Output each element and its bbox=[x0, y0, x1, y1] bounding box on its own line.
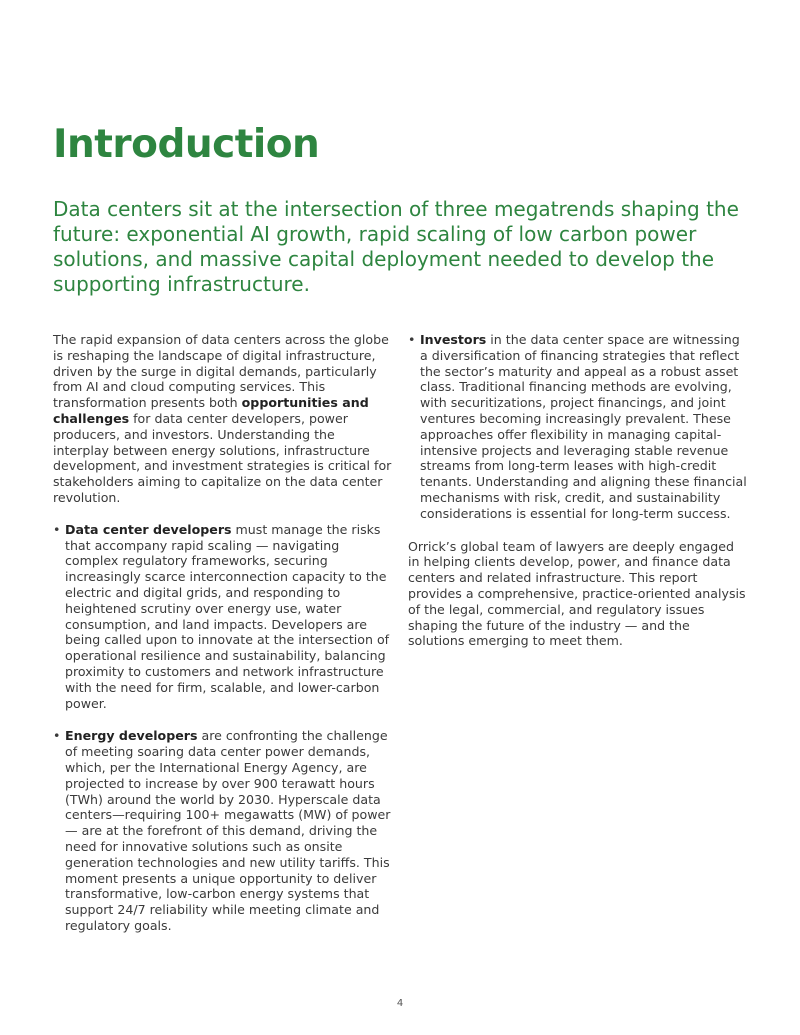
bullet-lead: Investors bbox=[420, 332, 487, 347]
list-item bbox=[408, 332, 748, 522]
bullet-text: in the data center space are witnessing a diversification of financing strategies that reflect the sector’s maturity and appeal as a robust asset class. Traditional financing methods are evolving, with securitizations, project financings, and joint ventures becoming increasingly prevalent. These approaches offer flexibility in managing capital-intensive projects and leveraging stable revenue streams from long-term leases with high-credit tenants. Understanding and aligning these financial mechanisms with risk, credit, and sustainability considerations is essential for long-term success. bbox=[420, 332, 747, 521]
intro-paragraph bbox=[53, 332, 393, 506]
page-subtitle: Data centers sit at the intersection of three megatrends shaping the future: exponential AI growth, rapid scaling of low carbon power solutions, and massive capital deployment needed to develop the supporting infrastructure. bbox=[53, 197, 739, 296]
bullet-text: are confronting the challenge of meeting soaring data center power demands, which, per the International Energy Agency, are projected to increase by over 900 terawatt hours (TWh) around the world by 2030. Hyperscale data centers—requiring 100+ megawatts (MW) of power — are at the forefront of this demand, driving the need for innovative solutions such as onsite generation technologies and new utility tariffs. This moment presents a unique opportunity to deliver transformative, low-carbon energy systems that support 24/7 reliability while meeting climate and regulatory goals. bbox=[65, 728, 391, 933]
bullet-lead: Energy developers bbox=[65, 728, 198, 744]
closing-paragraph: Orrick’s global team of lawyers are deeply engaged in helping clients develop, power, and finance data centers and related infrastructure. This report provides a comprehensive, practice-oriented analysis of the legal, commercial, and regulatory issues shaping the future of the industry — and the solutions emerging to meet them. bbox=[408, 538, 746, 649]
intro-text-part2: for data center developers, power producers, and investors. Understanding the interplay between energy solutions, infrastructure development, and investment strategies is critical for stakeholders aiming to capitalize on the data center revolution. bbox=[53, 410, 392, 505]
stakeholder-list-left bbox=[53, 522, 393, 934]
list-item bbox=[53, 728, 393, 933]
page-number: 4 bbox=[396, 998, 404, 1009]
bullet-text: must manage the risks that accompany rapid scaling — navigating complex regulatory frameworks, securing increasingly scarce interconnection capacity to the electric and digital grids, and responding to heightened scrutiny over energy use, water consumption, and land impacts. Developers are being called upon to innovate at the intersection of operational resilience and sustainability, balancing proximity to customers and network infrastructure with the need for firm, scalable, and lower-carbon power. bbox=[65, 521, 390, 711]
left-column bbox=[53, 332, 393, 951]
intro-emphasis: opportunities and challenges bbox=[53, 395, 369, 426]
page-title: Introduction bbox=[53, 122, 320, 167]
list-item bbox=[53, 522, 393, 712]
intro-text-part1: The rapid expansion of data centers across the globe is reshaping the landscape of digital infrastructure, driven by the surge in digital demands, particularly from AI and cloud computing services. This transformation presents both bbox=[53, 332, 389, 411]
bullet-lead: Data center developers bbox=[65, 521, 232, 537]
stakeholder-list-right bbox=[408, 332, 748, 522]
right-column bbox=[408, 332, 748, 665]
